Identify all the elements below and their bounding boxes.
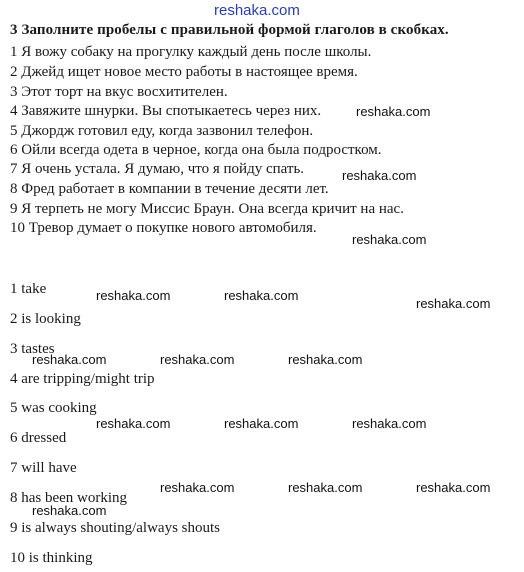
watermark-text: reshaka.com xyxy=(96,416,171,431)
watermark-text: reshaka.com xyxy=(288,480,363,495)
watermark-text: reshaka.com xyxy=(160,352,235,367)
sentence-item: 2 Джейд ищет новое место работы в настоящее время. xyxy=(10,64,358,80)
answer-item: 7 will have xyxy=(10,460,77,476)
sentence-item: 5 Джордж готовил еду, когда зазвонил телефон. xyxy=(10,123,314,139)
watermark-text: reshaka.com xyxy=(416,296,491,311)
answer-item: 5 was cooking xyxy=(10,400,97,416)
watermark-text: reshaka.com xyxy=(32,352,107,367)
watermark-text: reshaka.com xyxy=(32,503,107,518)
watermark-text: reshaka.com xyxy=(224,288,299,303)
exercise-heading: 3 Заполните пробелы с правильной формой глаголов в скобках. xyxy=(10,22,449,38)
watermark-text: reshaka.com xyxy=(416,480,491,495)
site-logo-text: reshaka.com xyxy=(214,2,300,19)
watermark-text: reshaka.com xyxy=(356,104,431,119)
sentence-item: 1 Я вожу собаку на прогулку каждый день после школы. xyxy=(10,44,372,60)
watermark-text: reshaka.com xyxy=(342,168,417,183)
sentence-item: 7 Я очень устала. Я думаю, что я пойду спать. xyxy=(10,161,305,177)
answer-item: 10 is thinking xyxy=(10,550,93,566)
watermark-text: reshaka.com xyxy=(352,416,427,431)
answer-item: 8 has been working xyxy=(10,490,128,506)
watermark-text: reshaka.com xyxy=(224,416,299,431)
answer-item: 2 is looking xyxy=(10,311,81,327)
sentence-item: 8 Фред работает в компании в течение десяти лет. xyxy=(10,181,329,197)
sentence-item: 10 Тревор думает о покупке нового автомобиля. xyxy=(10,220,317,236)
answer-item: 3 tastes xyxy=(10,341,55,357)
sentence-item: 9 Я терпеть не могу Миссис Браун. Она всегда кричит на нас. xyxy=(10,201,404,217)
answer-item: 9 is always shouting/always shouts xyxy=(10,520,220,536)
watermark-text: reshaka.com xyxy=(352,232,427,247)
watermark-text: reshaka.com xyxy=(288,352,363,367)
sentence-item: 4 Завяжите шнурки. Вы спотыкаетесь через них. xyxy=(10,103,322,119)
sentence-item: 3 Этот торт на вкус восхитителен. xyxy=(10,84,228,100)
watermark-text: reshaka.com xyxy=(96,288,171,303)
answer-item: 1 take xyxy=(10,281,47,297)
watermark-text: reshaka.com xyxy=(160,480,235,495)
answer-item: 6 dressed xyxy=(10,430,67,446)
answer-item: 4 are tripping/might trip xyxy=(10,371,155,387)
sentence-item: 6 Ойли всегда одета в черное, когда она была подростком. xyxy=(10,142,382,158)
